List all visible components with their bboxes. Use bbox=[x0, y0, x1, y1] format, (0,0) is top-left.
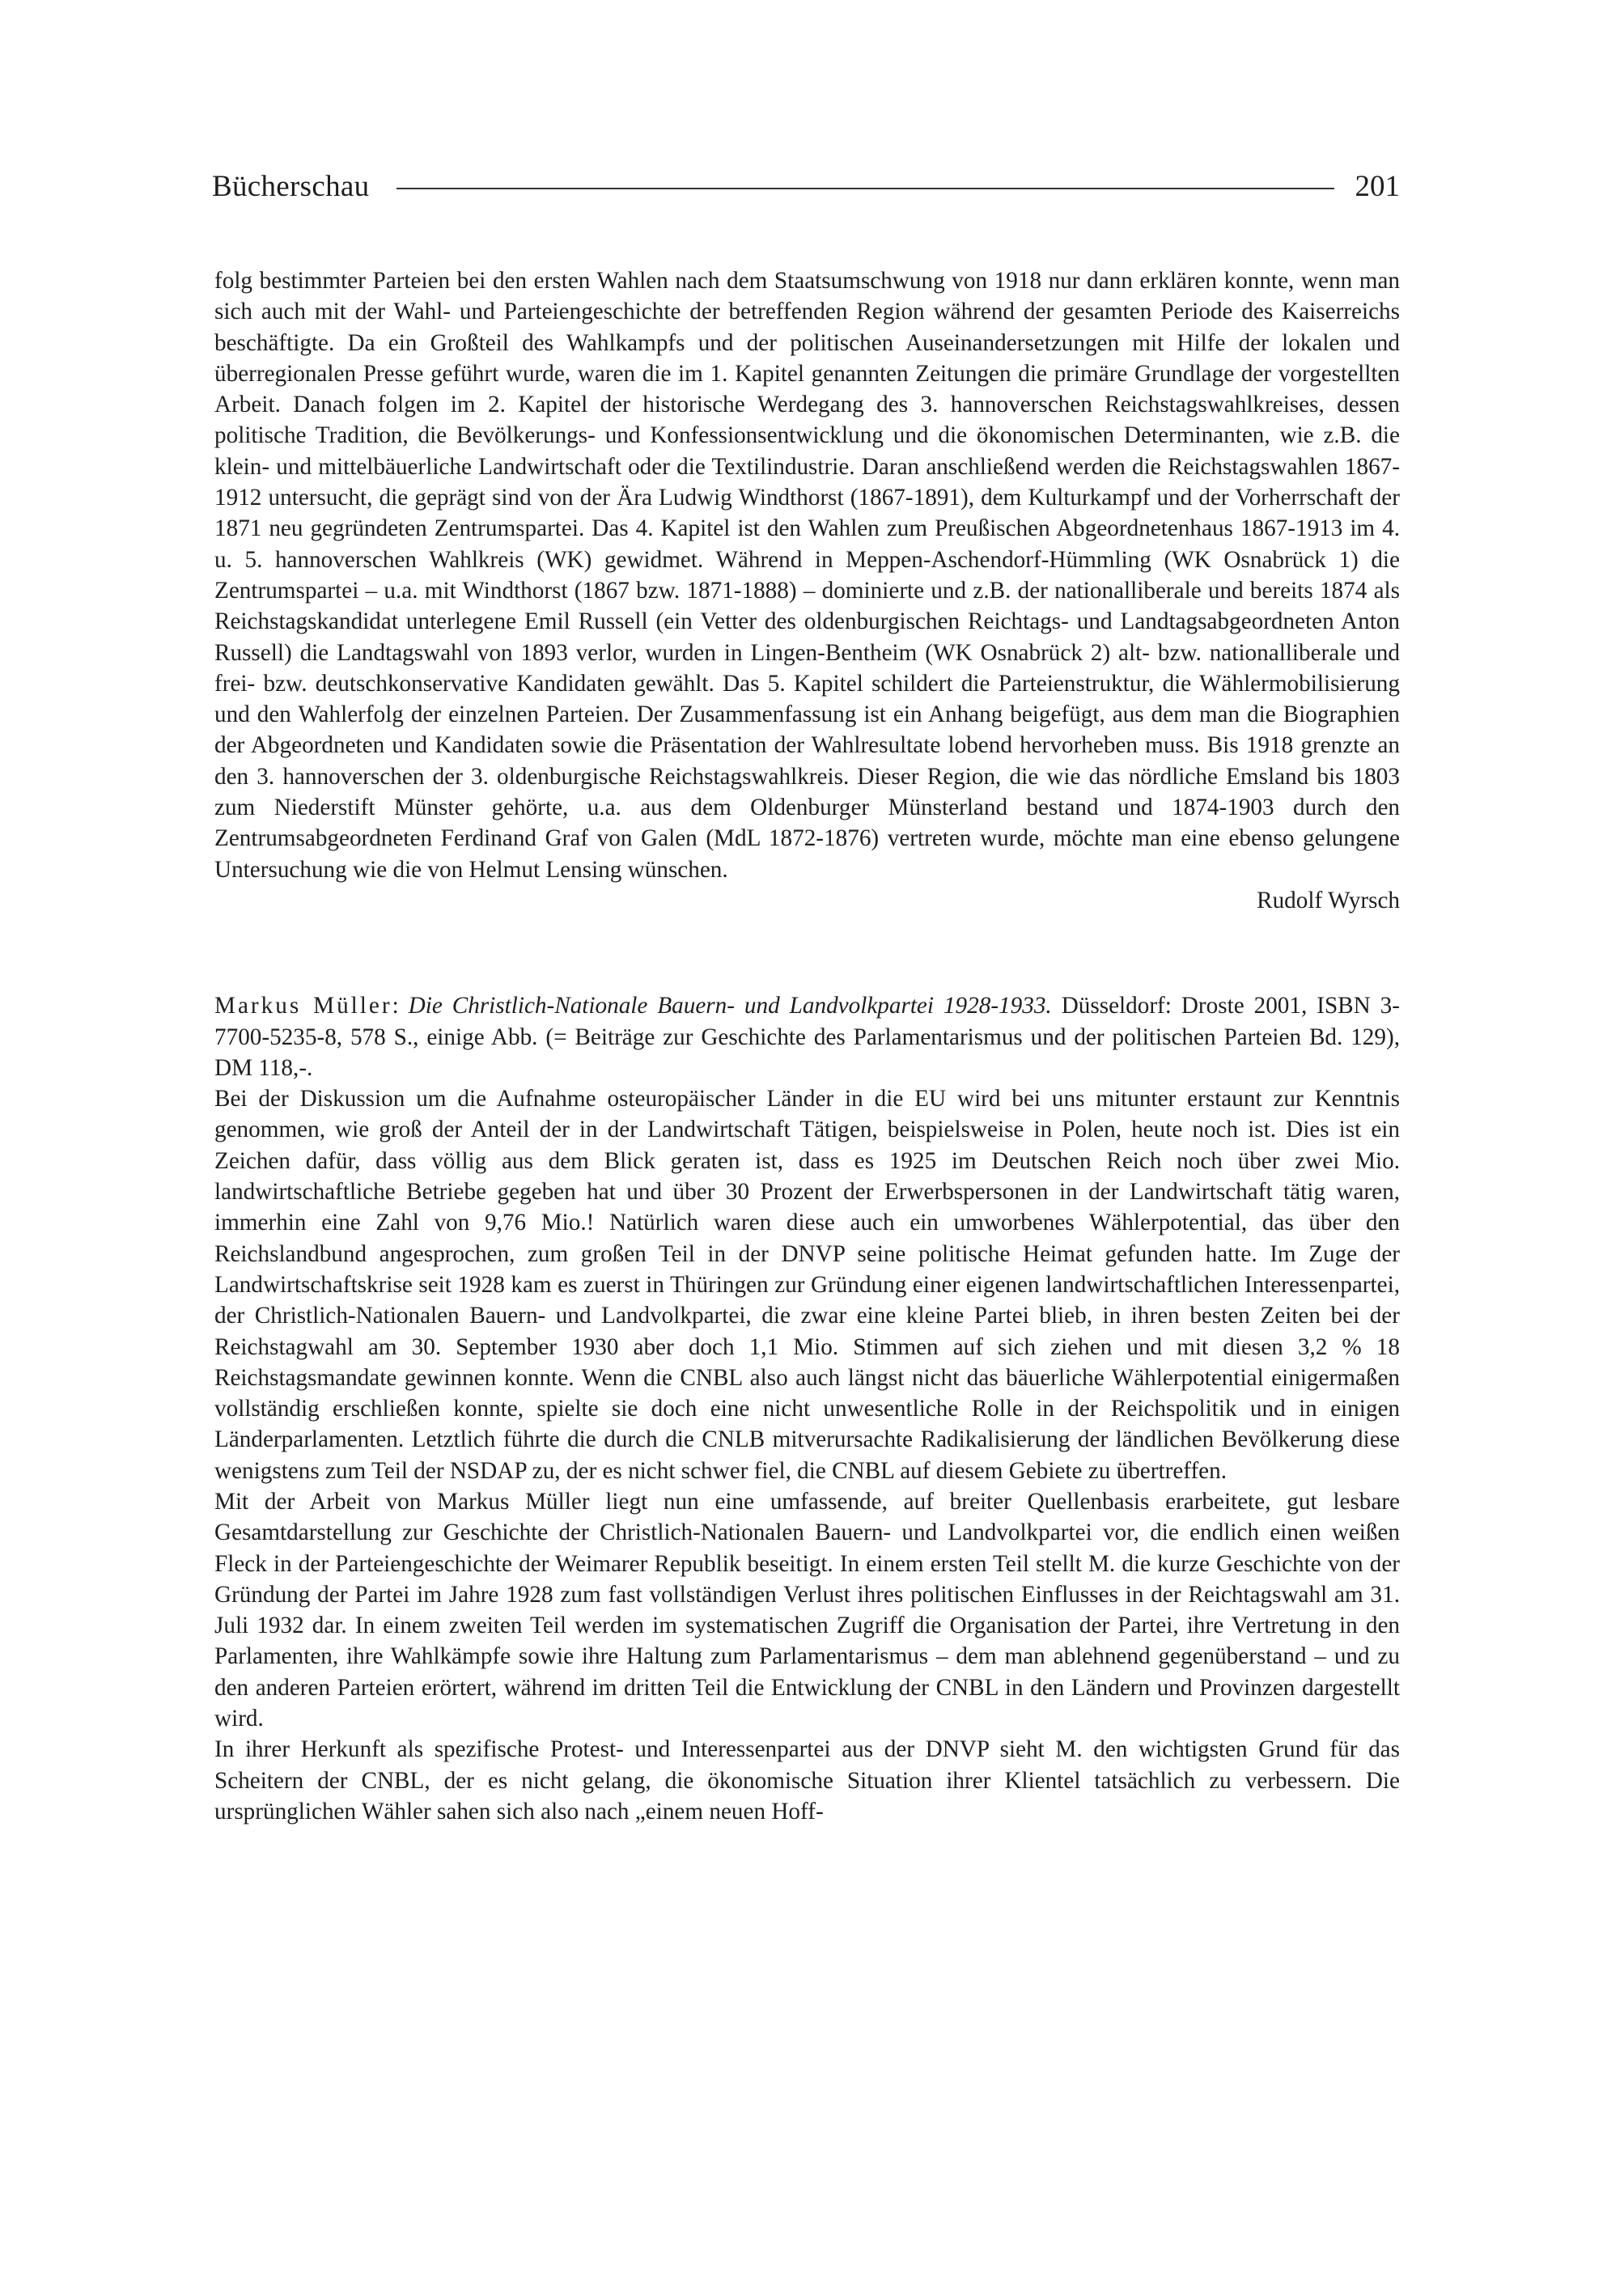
review2-paragraph-1: Bei der Diskussion um die Aufnahme osteuropäischer Länder in die EU wird bei uns mitunter erstaunt zur Kenntnis genommen, wie groß der Anteil der in der Landwirtschaft Tätigen, beispielsweise in Polen, heute noch ist. Dies ist ein Zeichen dafür, dass völlig aus dem Blick geraten ist, dass es 1925 im Deutschen Reich noch über zwei Mio. landwirtschaftliche Betriebe gegeben hat und über 30 Prozent der Erwerbspersonen in der Landwirtschaft tätig waren, immerhin eine Zahl von 9,76 Mio.! Natürlich waren diese auch ein umworbenes Wählerpotential, das über den Reichslandbund angesprochen, zum großen Teil in der DNVP seine politische Heimat gefunden hatte. Im Zuge der Landwirtschaftskrise seit 1928 kam es zuerst in Thüringen zur Gründung einer eigenen landwirtschaftlichen Interessenpartei, der Christlich-Nationalen Bauern- und Landvolkpartei, die zwar eine kleine Partei blieb, in ihren besten Zeiten bei der Reichstagwahl am 30. September 1930 aber doch 1,1 Mio. Stimmen auf sich ziehen und mit diesen 3,2 % 18 Reichstagsmandate gewinnen konnte. Wenn die CNBL also auch längst nicht das bäuerliche Wählerpotential einigermaßen vollständig erschließen konnte, spielte sie doch eine nicht unwesentliche Rolle in der Reichspolitik und in einigen Länderparlamenten. Letztlich führte die durch die CNLB mitverursachte Radikalisierung der ländlichen Bevölkerung diese wenigstens zum Teil der NSDAP zu, der es nicht schwer fiel, die CNBL auf diesem Gebiete zu übertreffen. bbox=[214, 1086, 1400, 1484]
review2-paragraph-2: Mit der Arbeit von Markus Müller liegt nun eine umfassende, auf breiter Quellenbasis erarbeitete, gut lesbare Gesamtdarstellung zur Geschichte der Christlich-Nationalen Bauern- und Landvolkpartei vor, die endlich einen weißen Fleck in der Parteiengeschichte der Weimarer Republik beseitigt. In einem ersten Teil stellt M. die kurze Geschichte von der Gründung der Partei im Jahre 1928 zum fast vollständigen Verlust ihres politischen Einflusses in der Reichtagswahl am 31. Juli 1932 dar. In einem zweiten Teil werden im systematischen Zugriff die Organisation der Partei, ihre Vertretung in den Parlamenten, ihre Wahlkämpfe sowie ihre Haltung zum Parlamentarismus – dem man ablehnend gegenüberstand – und zu den anderen Parteien erörtert, während im dritten Teil die Entwicklung der CNBL in den Ländern und Provinzen dargestellt wird. bbox=[214, 1488, 1400, 1732]
page-number: 201 bbox=[1355, 169, 1400, 203]
running-header bbox=[212, 165, 1400, 207]
review2-paragraph-3: In ihrer Herkunft als spezifische Protest- und Interessenpartei aus der DNVP sieht M. den wichtigsten Grund für das Scheitern der CNBL, der es nicht gelang, die ökonomische Situation ihrer Klientel tatsächlich zu verbessern. Die ursprünglichen Wähler sahen sich also nach „einem neuen Hoff- bbox=[214, 1736, 1400, 1825]
review1-signature: Rudolf Wyrsch bbox=[1257, 887, 1400, 913]
page-body bbox=[214, 265, 1400, 1827]
review2-book-title: Die Christlich-Nationale Bauern- und Landvolkpartei 1928-1933. bbox=[408, 993, 1052, 1019]
review2-author: Markus Müller bbox=[214, 993, 392, 1019]
section-title: Bücherschau bbox=[212, 169, 370, 203]
review2-citation-details: Düsseldorf: Droste 2001, ISBN 3-7700-5235-8, 578 S., einige Abb. (= Beiträge zur Geschichte des Parlamentarismus und der politischen Parteien Bd. 129), DM 118,-. bbox=[214, 993, 1401, 1081]
review-separator bbox=[214, 916, 1400, 990]
header-rule bbox=[396, 188, 1334, 189]
review2-citation: Markus Müller: Die Christlich-Nationale Bauern- und Landvolkpartei 1928-1933. Düsseldorf: Droste 2001, ISBN 3-7700-5235-8, 578 S., einige Abb. (= Beiträge zur Geschichte des Parlamentarismus und der politischen Parteien Bd. 129), DM 118,-. bbox=[214, 993, 1401, 1081]
review1-paragraph: folg bestimmter Parteien bei den ersten Wahlen nach dem Staatsumschwung von 1918 nur dann erklären konnte, wenn man sich auch mit der Wahl- und Parteiengeschichte der betreffenden Region während der gesamten Periode des Kaiserreichs beschäftigte. Da ein Großteil des Wahlkampfs und der politischen Auseinandersetzungen mit Hilfe der lokalen und überregionalen Presse geführt wurde, waren die im 1. Kapitel genannten Zeitungen die primäre Grundlage der vorgestellten Arbeit. Danach folgen im 2. Kapitel der historische Werdegang des 3. hannoverschen Reichstagswahlkreises, dessen politische Tradition, die Bevölkerungs- und Konfessionsentwicklung und die ökonomischen Determinanten, wie z.B. die klein- und mittelbäuerliche Landwirtschaft oder die Textilindustrie. Daran anschließend werden die Reichstagswahlen 1867-1912 untersucht, die geprägt sind von der Ära Ludwig Windthorst (1867-1891), dem Kulturkampf und der Vorherrschaft der 1871 neu gegründeten Zentrumspartei. Das 4. Kapitel ist den Wahlen zum Preußischen Abgeordnetenhaus 1867-1913 im 4. u. 5. hannoverschen Wahlkreis (WK) gewidmet. Während in Meppen-Aschendorf-Hümmling (WK Osnabrück 1) die Zentrumspartei – u.a. mit Windthorst (1867 bzw. 1871-1888) – dominierte und z.B. der nationalliberale und bereits 1874 als Reichstagskandidat unterlegene Emil Russell (ein Vetter des oldenburgischen Reichtags- und Landtagsabgeordneten Anton Russell) die Landtagswahl von 1893 verlor, wurden in Lingen-Bentheim (WK Osnabrück 2) alt- bzw. nationalliberale und frei- bzw. deutschkonservative Kandidaten gewählt. Das 5. Kapitel schildert die Parteienstruktur, die Wählermobilisierung und den Wahlerfolg der einzelnen Parteien. Der Zusammenfassung ist ein Anhang beigefügt, aus dem man die Biographien der Abgeordneten und Kandidaten sowie die Präsentation der Wahlresultate lobend hervorheben muss. Bis 1918 grenzte an den 3. hannoverschen der 3. oldenburgische Reichstagswahlkreis. Dieser Region, die wie das nördliche Emsland bis 1803 zum Niederstift Münster gehörte, u.a. aus dem Oldenburger Münsterland bestand und 1874-1903 durch den Zentrumsabgeordneten Ferdinand Graf von Galen (MdL 1872-1876) vertreten wurde, möchte man eine ebenso gelungene Untersuchung wie die von Helmut Lensing wünschen. bbox=[214, 268, 1400, 883]
